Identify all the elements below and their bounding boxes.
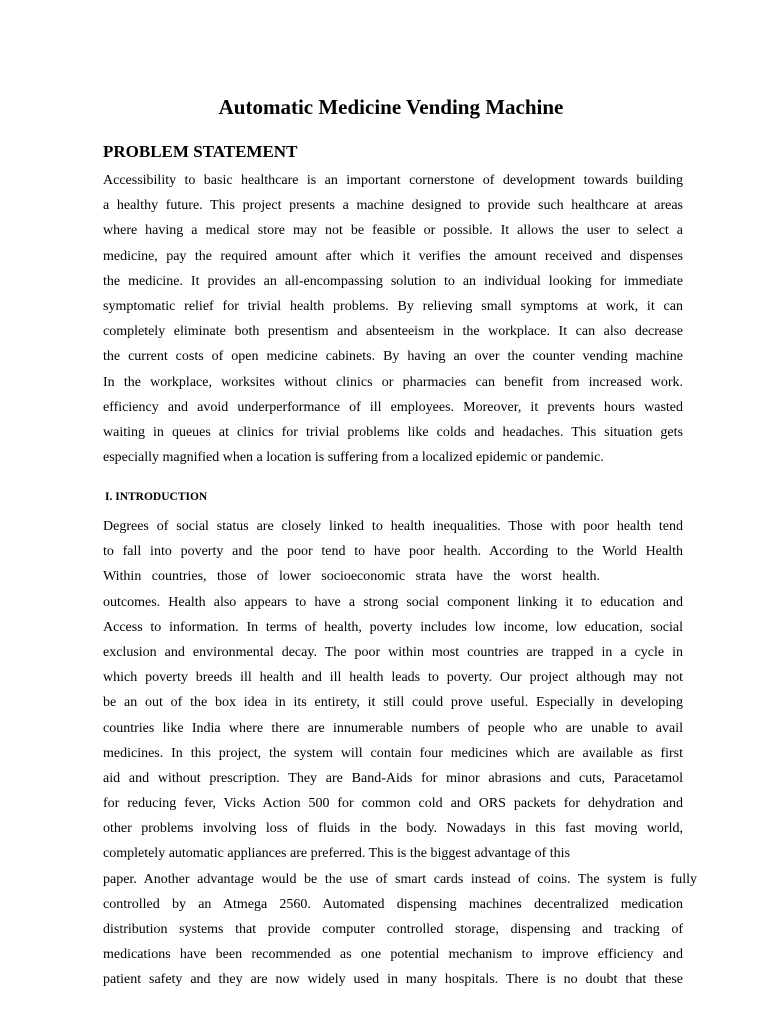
introduction-heading: I. INTRODUCTION (105, 491, 208, 503)
paragraph-line: for reducing fever, Vicks Action 500 for common cold and ORS packets for dehydration and (103, 796, 683, 812)
paragraph-line: Within countries, those of lower socioeconomic strata have the worst health. (103, 569, 600, 585)
paragraph-line: symptomatic relief for trivial health problems. By relieving small symptoms at work, it can (103, 298, 683, 314)
paragraph-line: Access to information. In terms of health, poverty includes low income, low education, social (103, 619, 683, 635)
paragraph-line: which poverty breeds ill health and ill health leads to poverty. Our project although may not (103, 670, 683, 686)
paragraph-line: where having a medical store may not be feasible or possible. It allows the user to select a (103, 223, 683, 239)
paragraph-line: completely automatic appliances are preferred. This is the biggest advantage of this (103, 846, 571, 862)
paragraph-line: controlled by an Atmega 2560. Automated dispensing machines decentralized medication (103, 896, 683, 912)
paragraph-line: patient safety and they are now widely used in many hospitals. There is no doubt that these (103, 972, 683, 988)
paragraph-line: aid and without prescription. They are Band-Aids for minor abrasions and cuts, Paracetamol (103, 770, 683, 786)
paragraph-line: efficiency and avoid underperformance of ill employees. Moreover, it prevents hours wasted (103, 399, 683, 415)
paragraph-line: to fall into poverty and the poor tend to have poor health. According to the World Health (103, 544, 683, 560)
paragraph-line: Degrees of social status are closely linked to health inequalities. Those with poor health tend (103, 519, 683, 534)
paragraph-line: other problems involving loss of fluids in the body. Nowadays in this fast moving world, (103, 821, 683, 837)
paragraph-line: the medicine. It provides an all-encompassing solution to an individual looking for immediate (103, 273, 683, 289)
paragraph-line: be an out of the box idea in its entirety, it still could prove useful. Especially in developing (103, 695, 683, 711)
paragraph-line: medicine, pay the required amount after which it verifies the amount received and dispenses (103, 248, 683, 264)
paragraph-line: In the workplace, worksites without clinics or pharmacies can benefit from increased work. (103, 374, 683, 390)
problem-statement-paragraph (103, 168, 683, 470)
paragraph-line: waiting in queues at clinics for trivial problems like colds and headaches. This situation gets (103, 424, 683, 440)
paragraph-line: the current costs of open medicine cabinets. By having an over the counter vending machine (103, 349, 683, 365)
paragraph-line: completely eliminate both presentism and absenteeism in the workplace. It can also decrease (103, 324, 683, 340)
document-title: Automatic Medicine Vending Machine (218, 95, 564, 119)
problem-statement-heading: PROBLEM STATEMENT (103, 142, 298, 161)
paragraph-line: distribution systems that provide computer controlled storage, dispensing and tracking of (103, 922, 683, 937)
paragraph-line: medicines. In this project, the system will contain four medicines which are available as first (103, 745, 683, 761)
introduction-paragraph (103, 514, 697, 993)
paragraph-line: medications have been recommended as one potential mechanism to improve efficiency and (103, 947, 683, 963)
paragraph-line: a healthy future. This project presents a machine designed to provide such healthcare at areas (103, 198, 683, 214)
paragraph-line: exclusion and environmental decay. The poor within most countries are trapped in a cycle in (103, 644, 683, 660)
paragraph-line: outcomes. Health also appears to have a strong social component linking it to education and (103, 594, 683, 610)
paragraph-line: especially magnified when a location is suffering from a localized epidemic or pandemic. (103, 450, 604, 466)
paragraph-line: paper. Another advantage would be the use of smart cards instead of coins. The system is fully (103, 871, 697, 887)
paragraph-line: countries like India where there are innumerable numbers of people who are unable to avail (103, 720, 683, 736)
paragraph-line: Accessibility to basic healthcare is an important cornerstone of development towards building (103, 173, 683, 188)
